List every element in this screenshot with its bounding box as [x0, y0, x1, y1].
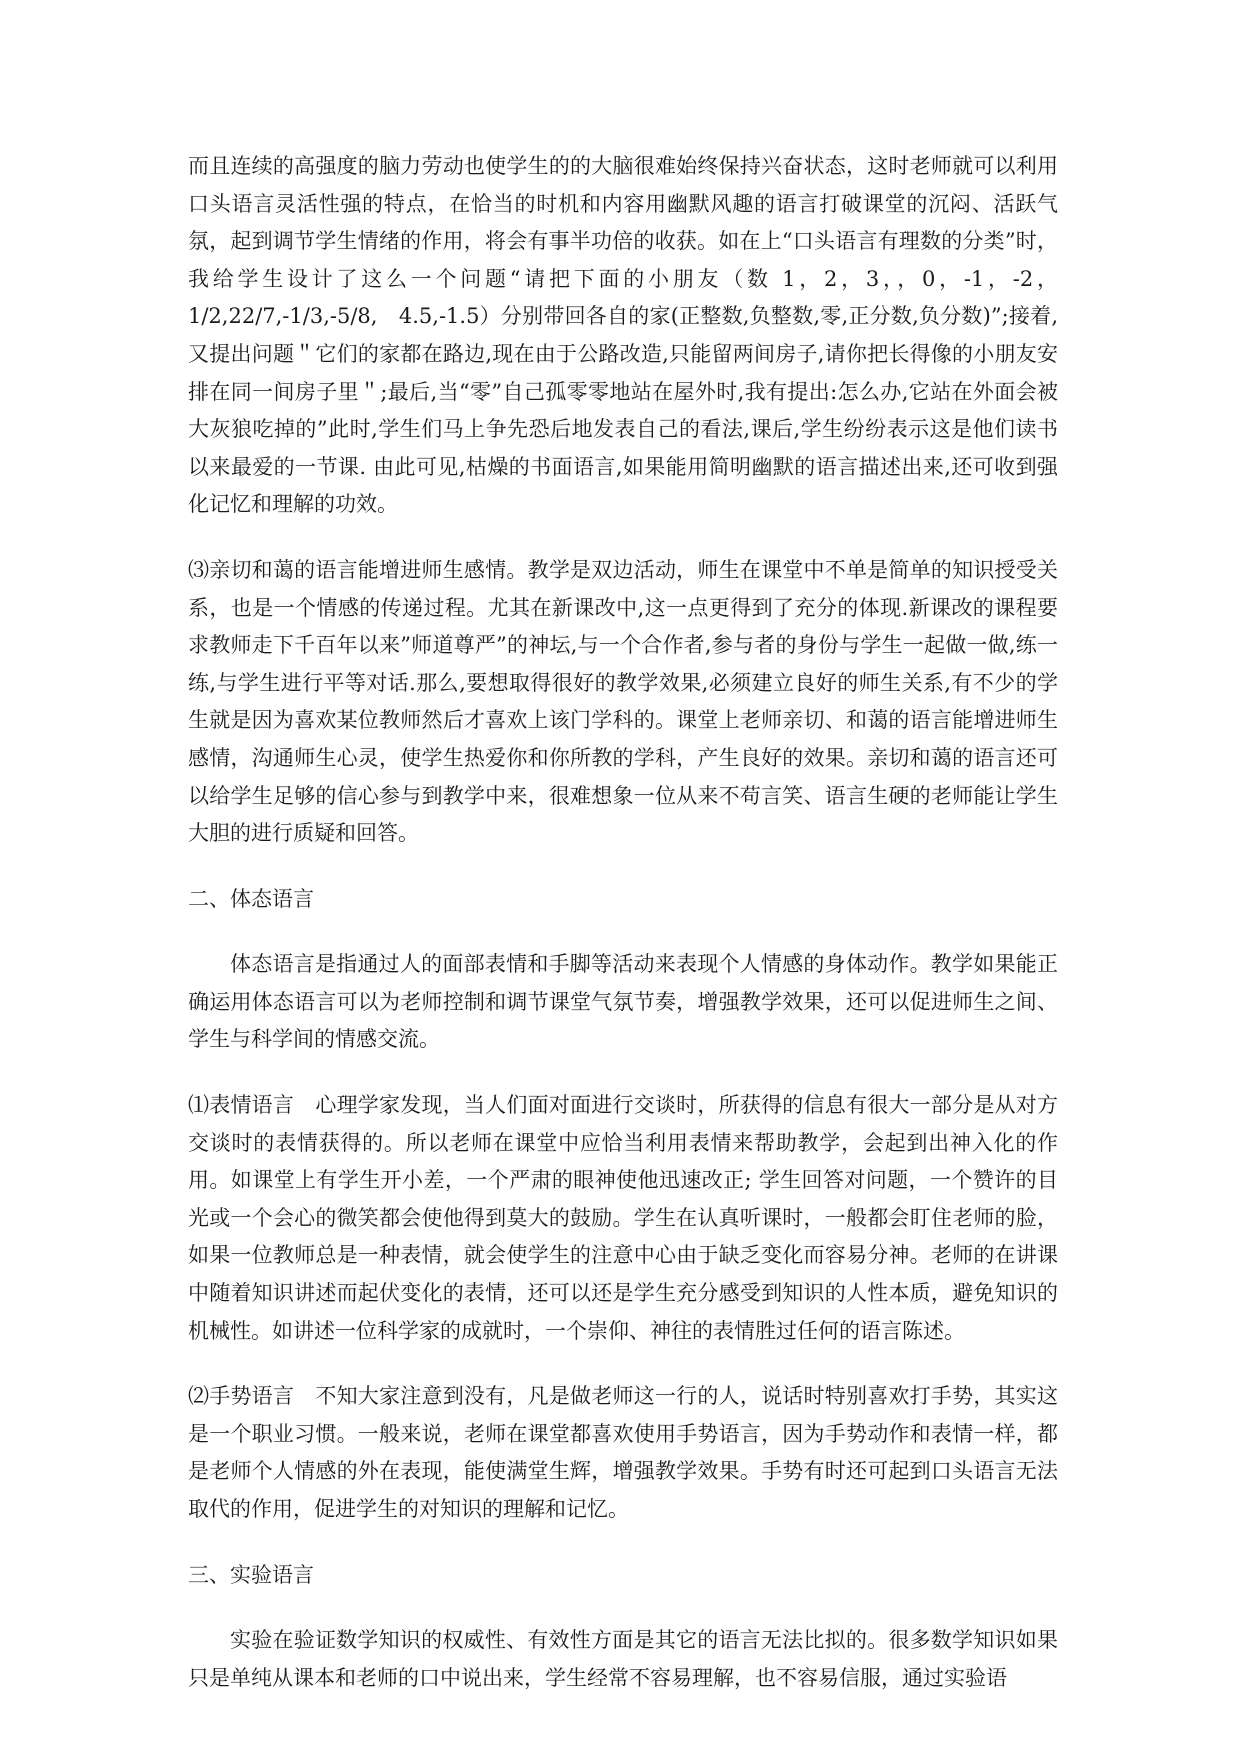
paragraph-body-language-intro: 体态语言是指通过人的面部表情和手脚等活动来表现个人情感的身体动作。教学如果能正确运用体态语言可以为老师控制和调节课堂气氛节奏，增强教学效果，还可以促进师生之间、学生与科学间的情感交流。	[188, 952, 1058, 1052]
paragraph-humor-language: 而且连续的高强度的脑力劳动也使学生的的大脑很难始终保持兴奋状态，这时老师就可以利用口头语言灵活性强的特点，在恰当的时机和内容用幽默风趣的语言打破课堂的沉闷、活跃气氛，起到调节学生情绪的作用，将会有事半功倍的收获。如在上“口头语言有理数的分类”时，我给学生设计了这么一个问题“请把下面的小朋友（数 1，2，3，，0，-1，-2，1/2,22/7,-1/3,-5/8, 4.5,-1.5）分别带回各自的家(正整数,负整数,零,正分数,负分数)”;接着,又提出问题＂它们的家都在路边,现在由于公路改造,只能留两间房子,请你把长得像的小朋友安排在同一间房子里＂;最后,当“零”自己孤零零地站在屋外时,我有提出:怎么办,它站在外面会被大灰狼吃掉的”此时,学生们马上争先恐后地发表自己的看法,课后,学生纷纷表示这是他们读书以来最爱的一节课. 由此可见,枯燥的书面语言,如果能用简明幽默的语言描述出来,还可收到强化记忆和理解的功效。	[188, 154, 1058, 517]
section-heading-body-language: 二、体态语言	[188, 886, 314, 911]
paragraph-experiment-intro: 实验在验证数学知识的权威性、有效性方面是其它的语言无法比拟的。很多数学知识如果只是单纯从课本和老师的口中说出来，学生经常不容易理解，也不容易信服，通过实验语	[188, 1628, 1058, 1690]
paragraph-kind-language: ⑶亲切和蔼的语言能增进师生感情。教学是双边活动，师生在课堂中不单是简单的知识授受关系，也是一个情感的传递过程。尤其在新课改中,这一点更得到了充分的体现.新课改的课程要求教师走下千百年以来”师道尊严”的神坛,与一个合作者,参与者的身份与学生一起做一做,练一练,与学生进行平等对话.那么,要想取得很好的教学效果,必须建立良好的师生关系,有不少的学生就是因为喜欢某位教师然后才喜欢上该门学科的。课堂上老师亲切、和蔼的语言能增进师生感情，沟通师生心灵，使学生热爱你和你所教的学科，产生良好的效果。亲切和蔼的语言还可以给学生足够的信心参与到教学中来，很难想象一位从来不苟言笑、语言生硬的老师能让学生大胆的进行质疑和回答。	[188, 557, 1058, 846]
paragraph-gesture-language: ⑵手势语言 不知大家注意到没有，凡是做老师这一行的人，说话时特别喜欢打手势，其实这是一个职业习惯。一般来说，老师在课堂都喜欢使用手势语言，因为手势动作和表情一样，都是老师个人情感的外在表现，能使满堂生辉，增强教学效果。手势有时还可起到口头语言无法取代的作用，促进学生的对知识的理解和记忆。	[188, 1384, 1058, 1521]
document-body	[188, 148, 1058, 1697]
section-heading-experiment-language: 三、实验语言	[188, 1562, 314, 1587]
paragraph-facial-expression: ⑴表情语言 心理学家发现，当人们面对面进行交谈时，所获得的信息有很大一部分是从对方交谈时的表情获得的。所以老师在课堂中应恰当利用表情来帮助教学，会起到出神入化的作用。如课堂上有学生开小差，一个严肃的眼神使他迅速改正; 学生回答对问题，一个赞许的目光或一个会心的微笑都会使他得到莫大的鼓励。学生在认真听课时，一般都会盯住老师的脸，如果一位教师总是一种表情，就会使学生的注意中心由于缺乏变化而容易分神。老师的在讲课中随着知识讲述而起伏变化的表情，还可以还是学生充分感受到知识的人性本质，避免知识的机械性。如讲述一位科学家的成就时，一个崇仰、神往的表情胜过任何的语言陈述。	[188, 1093, 1058, 1343]
